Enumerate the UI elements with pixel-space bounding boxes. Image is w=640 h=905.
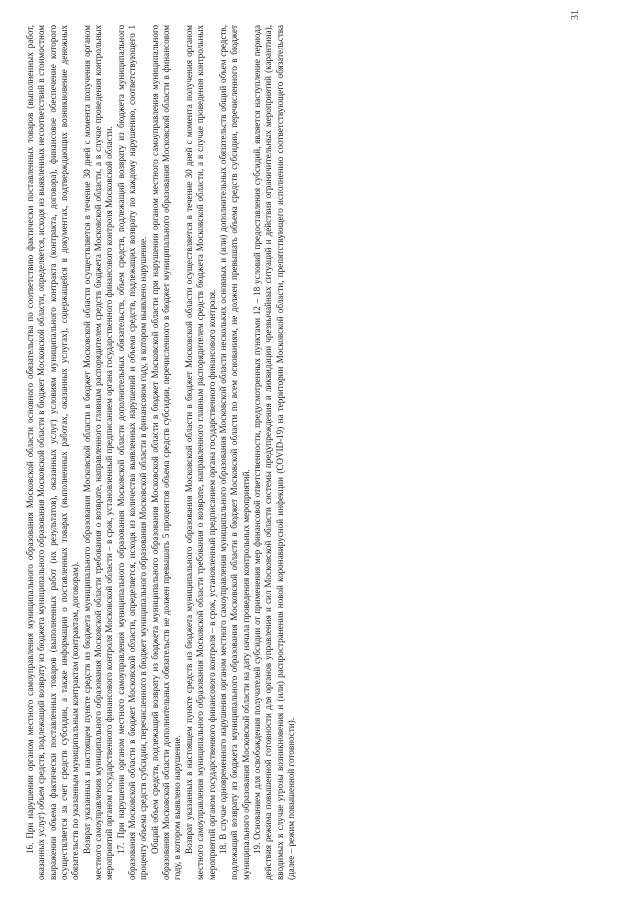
paragraph-16: 16. При нарушении органом местного самоуправления муниципального образования Московской области основного обязательства по соответствию фактически поставленных товаров (выполненных работ, оказанных услуг) объем средств, подлежащий возврату из бюджета муниципального образования Московской области в бюджет Московской области, определяется, исходя из выявленных несоответствий в стоимостном выражении объема фактически поставленных товаров (выполненных работ (их результатов), оказанных услуг) условиям муниципального контракта (контракта, договора), финансовое обеспечение которого осуществляется за счет средств субсидии, а также информации о поставленных товарах (выполненных работах, оказанных услугах), содержащейся в документах, подтверждающих возникновение денежных обязательств по указанным муниципальным контрактам (контрактам, договорам).	[25, 25, 81, 880]
paragraph-17-total: Общий объем средств, подлежащий возврату из бюджета муниципального образования Московской области в бюджет Московской области при нарушении органом местного самоуправления муниципального образования Московской области дополнительных обязательств не должен превышать 5 процентов объема средств субсидии, перечисленного в бюджет муниципального образования Московской области в финансовом году, в котором выявлено нарушение.	[149, 25, 183, 880]
page-number: 31	[570, 10, 581, 20]
rotated-text-block	[25, 25, 615, 880]
paragraph-19: 19. Основанием для освобождения получателей субсидии от применения мер финансовой ответственности, предусмотренных пунктами 12 – 18 условий предоставления субсидий, является наступление периода действия режима повышенной готовности для органов управления и сил Московской области системы предупреждения и ликвидации чрезвычайных ситуаций и действия ограничительных мероприятий (карантина), вводимых в случае угрозы возникновения и (или) распространения новой коронавирусной инфекции (COVID-19) на территории Московской области, препятствующего исполнению соответствующего обязательства (далее – режим повышенной готовности).	[251, 25, 296, 880]
paragraph-17-return: Возврат указанных в настоящем пункте средств из бюджета муниципального образования Московской области в бюджет Московской области осуществляется в течение 30 дней с момента получения органом местного самоуправления муниципального образования Московской области требования о возврате, направленного главным распорядителем средств бюджета Московской области, а в случае проведения контрольных мероприятий органом государственного финансового контроля – в срок, установленный предписанием органа государственного финансового контроля.	[183, 25, 217, 880]
paragraph-17: 17. При нарушении органом местного самоуправления муниципального образования Московской области дополнительных обязательств, объем средств, подлежащий возврату из бюджета муниципального образования Московской области в бюджет Московской области, определяется, исходя из количества выявленных нарушений и объема средств, подлежащих возврату по каждому нарушению, соответствующего 1 проценту объема средств субсидии, перечисленного в бюджет муниципального образования Московской области в финансовом году, в котором выявлено нарушение.	[115, 25, 149, 880]
paragraph-16-return: Возврат указанных в настоящем пункте средств из бюджета муниципального образования Московской области в бюджет Московской области осуществляется в течение 30 дней с момента получения органом местного самоуправления муниципального образования Московской области требования о возврате, направленного главным распорядителем средств бюджета Московской области, а в случае проведения контрольных мероприятий органом государственного финансового контроля Московской области – в срок, установленный предписанием органа государственного финансового контроля Московской области.	[81, 25, 115, 880]
paragraph-18: 18. В случае одновременного нарушения органом местного самоуправления муниципального образования Московской области нескольких основных и (или) дополнительных обязательств общий объем средств, подлежащий возврату из бюджета муниципального образования Московской области в бюджет Московской области по всем основаниям, не должен превышать объема средств субсидии, перечисленного в бюджет муниципального образования Московской области на дату начала проведения контрольных мероприятий.	[217, 25, 251, 880]
